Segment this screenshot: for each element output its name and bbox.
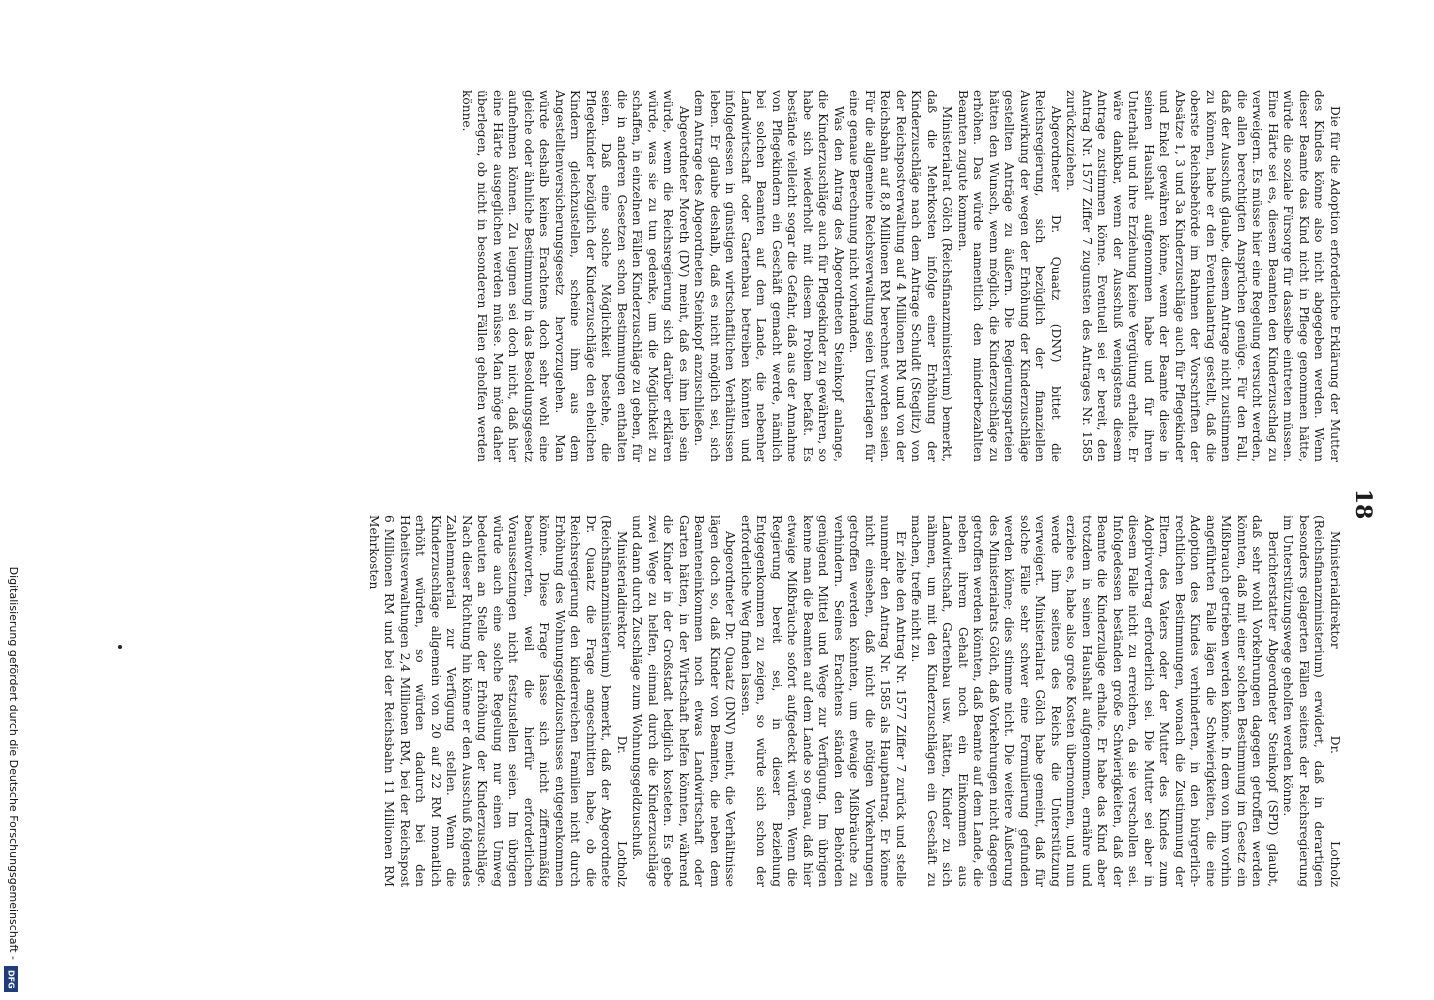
page-number: 18 [1350,488,1376,520]
paragraph: Ministerialdirektor Dr. Lotholz (Reichsfinanzministerium) bemerkt, daß der Abgeordnete Dr. Quaatz die Frage angeschnitten habe, ob die Reichsregierung den kinderreichen Familien nicht durch Erhöhung des Wohnungsgeldzuschusses entgegenkommen könne. Diese Frage lasse sich nicht ziffernmäßig beantworten, weil die hierfür erforderlichen Voraussetzungen nicht festzustellen seien. Im übrigen würde auch eine solche Regelung nur einen Umweg bedeuten an Stelle der Erhöhung der Kinderzuschläge. Nach dieser Richtung hin könne er den Ausschuß folgendes Zahlenmaterial zur Verfügung stellen. Wenn die Kinderzuschläge allgemein von 20 auf 22 RM monatlich erhöht würden, so würden dadurch bei den Hoheitsverwaltungen 2,4 Millionen RM, bei der Reichspost 6 Millionen RM und bei der Reichsbahn 11 Millionen RM Mehrkosten [367,515,629,887]
scan-speck [118,645,122,649]
text-column-left [459,90,1343,462]
digitization-footer [0,0,24,1000]
text-column-right [366,515,1343,887]
paragraph: Ministerialrat Gölch (Reichsfinanzministerium) bemerkt, daß die Mehrkosten infolge einer Erhöhung der Kinderzuschläge nach dem Antrage Schuldt (Steglitz) von der Reichspostverwaltung auf 4 Millionen RM und von der Reichsbahn auf 8,8 Millionen RM berechnet worden seien. Für die allgemeine Reichsverwaltung seien Unterlagen für eine genaue Berechnung nicht vorhanden. [847,90,955,462]
dfg-logo: DFG [4,966,18,992]
paragraph: Berichterstatter Abgeordneter Steinkopf (SPD) glaubt, daß sehr wohl Vorkehrungen dagegen getroffen werden könnten, daß mit einer solchen Bestimmung im Gesetz ein Mißbrauch getrieben werden könne. In dem von ihm vorhin angeführten Falle lägen die Schwierigkeiten, die eine Adoption des Kindes verhinderten, in den bürgerlich-rechtlichen Bestimmungen, wonach die Zustimmung der Eltern, des Vaters oder der Mutter des Kindes zum Adoptivvertrag erforderlich sei. Die Mutter sei aber in diesem Falle nicht zu erreichen, da sie verschollen sei. Infolgedessen beständen große Schwierigkeiten, daß der Beamte die Kinderzulage erhalte. Er habe das Kind aber trotzdem in seinen Haushalt aufgenommen, ernähre und erziehe es, habe also große Kosten übernommen, und nun werde ihm seitens des Reichs die Unterstützung verweigert. Ministerialrat Gölch habe gemeint, daß für solche Fälle sehr schwer eine Formulierung gefunden werden könne; dies stimme nicht. Die weitere Äußerung des Ministerialrats Gölch, daß Vorkehrungen nicht dagegen getroffen werden könnten, daß Beamte auf dem Lande, die neben ihrem Gehalt noch ein Einkommen aus Landwirtschaft, Gartenbau usw. hätten, Kinder zu sich nähmen, um mit den Kinderzuschlägen ein Geschäft zu machen, treffe nicht zu. [909,515,1280,887]
paragraph: Er ziehe den Antrag Nr. 1577 Ziffer 7 zurück und stelle nunmehr den Antrag Nr. 1585 als Hauptantrag. Er könne nicht einsehen, daß nicht die nötigen Vorkehrungen getroffen werden könnten, um etwaige Mißbräuche zu verhindern. Seines Erachtens ständen den Behörden genügend Mittel und Wege zur Verfügung. Im übrigen kenne man die Beamten auf dem Lande so genau, daß hier etwaige Mißbräuche sofort aufgedeckt würden. Wenn die Regierung bereit sei, in dieser Beziehung Entgegenkommen zu zeigen, so würde sich schon der erforderliche Weg finden lassen. [739,515,908,887]
paragraph: Abgeordneter Moreth (DV) meint, daß es ihm lieb sein würde, wenn die Reichsregierung sich darüber erklären würde, was sie zu tun gedenke, um die Möglichkeit zu schaffen, in einzelnen Fällen Kinderzuschläge zu geben, für die in anderen Gesetzen schon Bestimmungen enthalten seien. Daß eine solche Möglichkeit bestehe, die Pflegekinder bezüglich der Kinderzuschläge den ehelichen Kindern gleichzustellen, scheine ihm aus dem Angestelltenversicherungsgesetz hervorzugehen. Man würde deshalb keines Erachtens doch sehr wohl eine gleiche oder ähnliche Bestimmung in das Besoldungsgesetz aufnehmen können. Zu leugnen sei doch nicht, daß hier eine Härte ausgeglichen werden müsse. Man möge daher überlegen, ob nicht in besonderen Fällen geholfen werden könne. [460,90,691,462]
paragraph: Die für die Adoption erforderliche Erklärung der Mutter des Kindes könne also nicht abgegeben werden. Wenn dieser Beamte das Kind nicht in Pflege genommen hätte, würde die soziale Fürsorge für dasselbe eintreten müssen. Eine Härte sei es, diesem Beamten den Kinderzuschlag zu verweigern. Es müsse hier eine Regelung versucht werden, die allen berechtigten Ansprüchen genüge. Für den Fall, daß der Ausschuß glaube, diesem Antrage nicht zustimmen zu können, habe er den Eventualantrag gestellt, daß die oberste Reichsbehörde im Rahmen der Vorschriften der Absätze 1, 3 und 3a Kinderzuschläge auch für Pflegekinder und Enkel gewähren könne, wenn der Beamte diese in seinen Haushalt aufgenommen habe und für ihren Unterhalt und ihre Erziehung keine Vergütung erhalte. Er wäre dankbar, wenn der Ausschuß wenigstens diesem Antrage zustimmen könne. Eventuell sei er bereit, den Antrag Nr. 1577 Ziffer 7 zugunsten des Antrages Nr. 1585 zurückzuziehen. [1064,90,1342,462]
paragraph: Abgeordneter Dr. Quaatz (DNV) meint, die Verhältnisse lägen doch so, daß Kinder von Beamten, die neben dem Beamteneinkommen noch etwas Landwirtschaft oder Garten hätten, in der Wirtschaft helfen könnten, während die Kinder in der Großstadt lediglich kosteten. Es gebe zwei Wege zu helfen, einmal durch die Kinderzuschläge und dann durch Zuschläge zum Wohnungsgeldzuschuß. [630,515,738,887]
paragraph: Was den Antrag des Abgeordneten Steinkopf anlange, die Kinderzuschläge auch für Pflegekinder zu gewähren, so habe sich wiederholt mit diesem Problem befaßt. Es bestände vielleicht sogar die Gefahr, daß aus der Annahme von Pflegekindern ein Geschäft gemacht werde, nämlich bei solchen Beamten auf dem Lande, die nebenher Landwirtschaft oder Gartenbau betreiben könnten und infolgedessen in günstigen wirtschaftlichen Verhältnissen leben. Er glaube deshalb, daß es nicht möglich sei, sich dem Antrage des Abgeordneten Steinkopf anzuschließen. [692,90,846,462]
footer-credit-text: Digitalisierung gefördert durch die Deutsche Forschungsgemeinschaft - [7,566,20,960]
paragraph: Abgeordneter Dr. Quaatz (DNV) bittet die Reichsregierung, sich bezüglich der finanziellen Auswirkung der wegen der Erhöhung der Kinderzuschläge gestellten Anträge zu äußern. Die Regierungsparteien hätten den Wunsch, wenn möglich, die Kinderzuschläge zu erhöhen. Das würde namentlich den minderbezahlten Beamten zugute kommen. [956,90,1063,462]
paragraph: Ministerialdirektor Dr. Lotholz (Reichsfinanzministerium) erwidert, daß in derartigen besonders gelagerten Fällen seitens der Reichsregierung im Unterstützungswege geholfen werden könne. [1281,515,1342,887]
